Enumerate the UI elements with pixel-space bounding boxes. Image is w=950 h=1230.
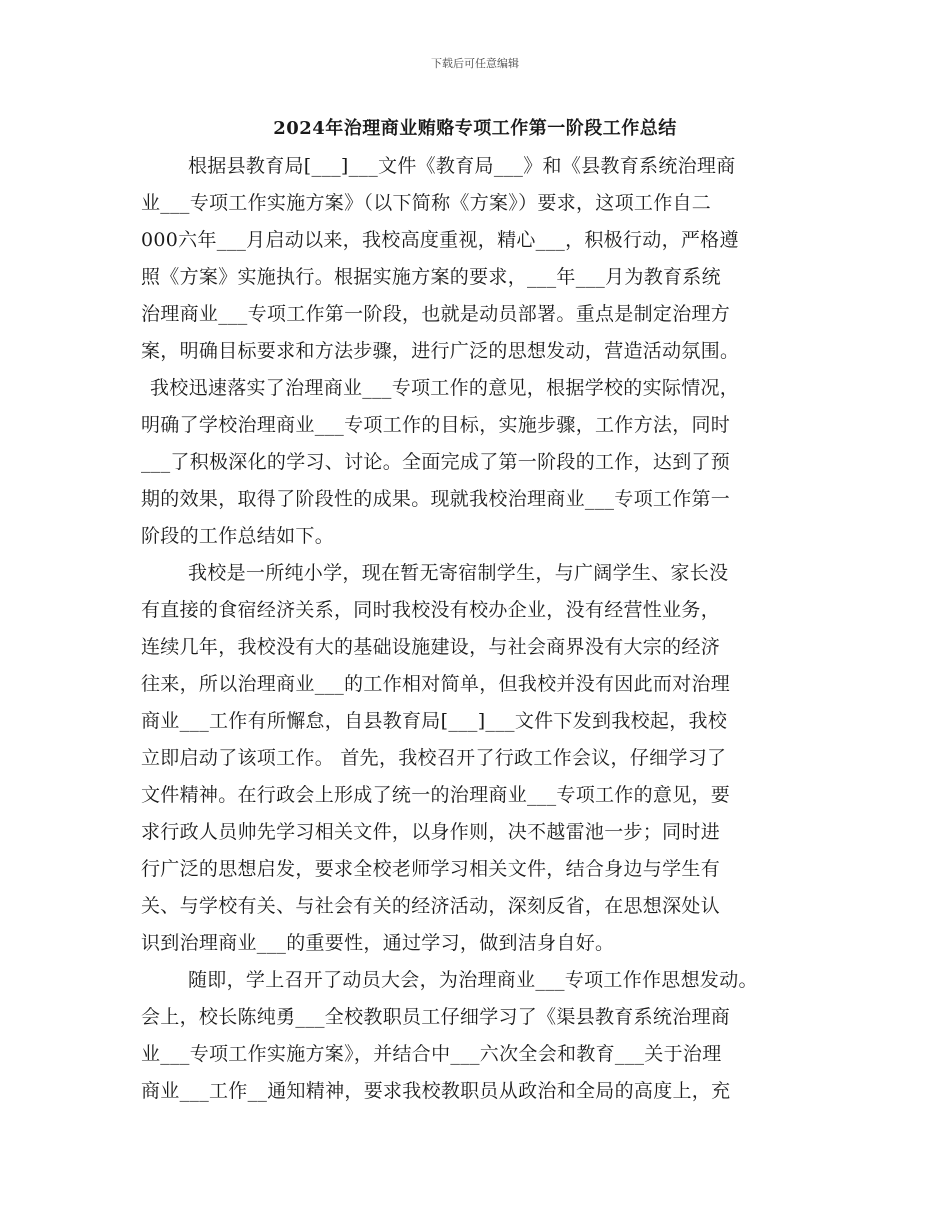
body-line: 阶段的工作总结如下。 <box>141 525 335 547</box>
body-line: 根据县教育局[___]___文件《教育局___》和《县教育系统治理商 <box>188 155 736 177</box>
body-line: 往来，所以治理商业___的工作相对简单，但我校并没有因此而对治理 <box>141 673 731 695</box>
body-line: 文件精神。在行政会上形成了统一的治理商业___专项工作的意见，要 <box>141 784 731 806</box>
body-line: 业___专项工作实施方案》，并结合中___六次全会和教育___关于治理 <box>141 1043 722 1065</box>
body-line: 商业___工作有所懈怠，自县教育局[___]___文件下发到我校起，我校 <box>141 710 728 732</box>
body-line: 业___专项工作实施方案》（以下简称《方案》）要求，这项工作自二 <box>141 192 712 214</box>
document-title: 2024年治理商业贿赂专项工作第一阶段工作总结 <box>273 118 677 139</box>
body-line: 期的效果，取得了阶段性的成果。现就我校治理商业___专项工作第一 <box>141 488 731 510</box>
body-line: 商业___工作__通知精神，要求我校教职员从政治和全局的高度上，充 <box>141 1080 731 1102</box>
body-line: 000六年___月启动以来，我校高度重视，精心___，积极行动，严格遵 <box>141 229 739 251</box>
body-line: ___了积极深化的学习、讨论。全面完成了第一阶段的工作，达到了预 <box>141 451 731 473</box>
body-line: 有直接的食宿经济关系，同时我校没有校办企业，没有经营性业务， <box>141 599 721 621</box>
page-header-note: 下载后可任意编辑 <box>431 57 519 70</box>
body-line: 求行政人员帅先学习相关文件，以身作则，决不越雷池一步；同时进 <box>141 821 721 843</box>
body-line: 识到治理商业___的重要性，通过学习，做到洁身自好。 <box>141 932 615 954</box>
body-line: 随即，学上召开了动员大会，为治理商业___专项工作作思想发动。 <box>188 969 758 991</box>
body-line: 我校是一所纯小学，现在暂无寄宿制学生，与广阔学生、家长没 <box>188 562 729 584</box>
body-line: 立即启动了该项工作。 首先，我校召开了行政工作会议，仔细学习了 <box>141 747 727 769</box>
body-line: 治理商业___专项工作第一阶段，也就是动员部署。重点是制定治理方 <box>141 303 731 325</box>
body-line: 照《方案》实施执行。根据实施方案的要求，___年___月为教育系统 <box>141 266 721 288</box>
body-line: 我校迅速落实了治理商业___专项工作的意见，根据学校的实际情况， <box>150 377 740 399</box>
body-line: 案，明确目标要求和方法步骤，进行广泛的思想发动，营造活动氛围。 <box>141 340 740 362</box>
body-line: 会上，校长陈纯勇___全校教职员工仔细学习了《渠县教育系统治理商 <box>141 1006 731 1028</box>
body-line: 明确了学校治理商业___专项工作的目标，实施步骤，工作方法，同时 <box>141 414 731 436</box>
body-line: 连续几年，我校没有大的基础设施建设，与社会商界没有大宗的经济 <box>141 636 721 658</box>
body-line: 关、与学校有关、与社会有关的经济活动，深刻反省，在思想深处认 <box>141 895 721 917</box>
body-line: 行广泛的思想启发，要求全校老师学习相关文件，结合身边与学生有 <box>141 858 721 880</box>
